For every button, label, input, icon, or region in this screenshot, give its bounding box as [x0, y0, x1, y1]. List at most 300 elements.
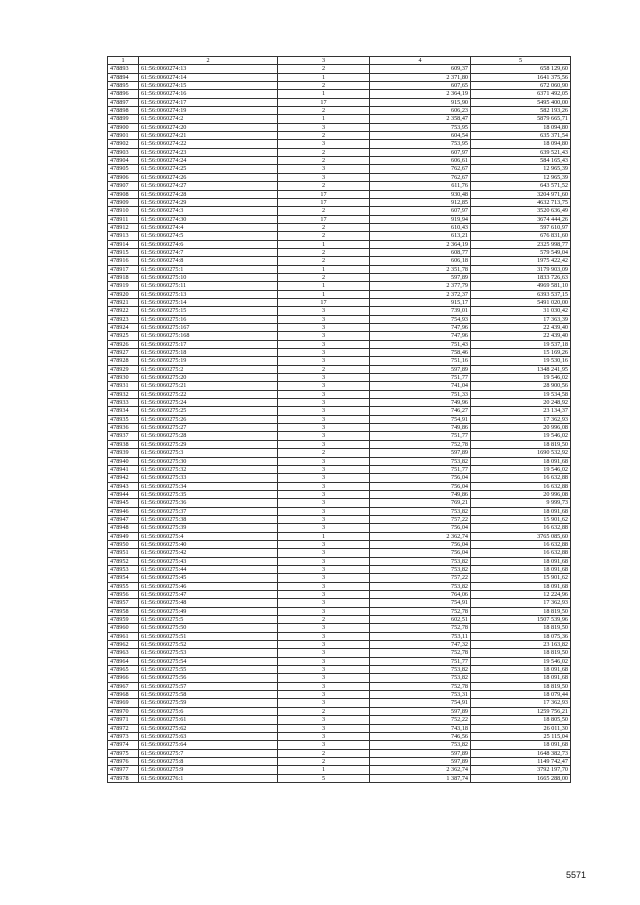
table-cell: 478958: [108, 607, 139, 615]
table-row: [108, 232, 571, 240]
table-row: [108, 432, 571, 440]
table-cell: 478909: [108, 198, 139, 206]
table-cell: 3: [278, 591, 370, 599]
table-cell: 478922: [108, 307, 139, 315]
table-cell: 478941: [108, 465, 139, 473]
table-cell: 1665 288,00: [471, 774, 571, 782]
table-cell: 478966: [108, 674, 139, 682]
table-cell: 478903: [108, 148, 139, 156]
table-cell: 478940: [108, 457, 139, 465]
table-cell: 18 819,50: [471, 682, 571, 690]
table-cell: 61:56:0060275:38: [139, 515, 278, 523]
column-header-3: 3: [278, 57, 370, 65]
table-cell: 61:56:0060275:3: [139, 449, 278, 457]
table-row: [108, 324, 571, 332]
table-row: [108, 549, 571, 557]
table-cell: 753,82: [370, 666, 471, 674]
table-cell: 478919: [108, 282, 139, 290]
table-cell: 61:56:0060274:7: [139, 248, 278, 256]
table-cell: 61:56:0060274:28: [139, 190, 278, 198]
table-cell: 61:56:0060275:168: [139, 332, 278, 340]
table-cell: 61:56:0060274:15: [139, 82, 278, 90]
table-cell: 478978: [108, 774, 139, 782]
table-cell: 61:56:0060275:19: [139, 357, 278, 365]
table-cell: 478917: [108, 265, 139, 273]
table-cell: 758,46: [370, 349, 471, 357]
table-cell: 478942: [108, 474, 139, 482]
table-cell: 3: [278, 399, 370, 407]
table-cell: 3: [278, 741, 370, 749]
table-cell: 478894: [108, 73, 139, 81]
table-cell: 18 094,80: [471, 123, 571, 131]
table-cell: 23 134,37: [471, 407, 571, 415]
table-cell: 478908: [108, 190, 139, 198]
table-cell: 751,77: [370, 657, 471, 665]
table-row: [108, 682, 571, 690]
table-row: [108, 257, 571, 265]
table-cell: 2: [278, 749, 370, 757]
table-cell: 607,65: [370, 82, 471, 90]
table-row: [108, 507, 571, 515]
table-row: [108, 190, 571, 198]
table-cell: 741,04: [370, 382, 471, 390]
table-cell: 20 996,08: [471, 424, 571, 432]
table-row: [108, 691, 571, 699]
table-cell: 478920: [108, 290, 139, 298]
table-cell: 19 546,02: [471, 465, 571, 473]
table-cell: 2: [278, 65, 370, 73]
page-number: 5571: [566, 870, 587, 880]
table-cell: 61:56:0060274:8: [139, 257, 278, 265]
table-row: [108, 540, 571, 548]
table-row: [108, 641, 571, 649]
table-cell: 2: [278, 616, 370, 624]
table-row: [108, 240, 571, 248]
table-cell: 749,96: [370, 399, 471, 407]
column-header-2: 2: [139, 57, 278, 65]
table-cell: 61:56:0060274:13: [139, 65, 278, 73]
table-cell: 478963: [108, 649, 139, 657]
table-cell: 478973: [108, 732, 139, 740]
table-cell: 3: [278, 641, 370, 649]
table-cell: 2 351,78: [370, 265, 471, 273]
table-cell: 756,04: [370, 474, 471, 482]
table-cell: 3: [278, 565, 370, 573]
table-row: [108, 332, 571, 340]
table-row: [108, 632, 571, 640]
table-cell: 478949: [108, 532, 139, 540]
table-row: [108, 390, 571, 398]
table-cell: 3: [278, 415, 370, 423]
table-cell: 912,85: [370, 198, 471, 206]
table-cell: 2: [278, 273, 370, 281]
table-cell: 61:56:0060275:57: [139, 682, 278, 690]
table-cell: 584 165,43: [471, 157, 571, 165]
table-cell: 19 546,02: [471, 657, 571, 665]
table-cell: 478918: [108, 273, 139, 281]
table-cell: 478965: [108, 666, 139, 674]
table-cell: 4969 581,10: [471, 282, 571, 290]
table-cell: 61:56:0060275:21: [139, 382, 278, 390]
table-cell: 609,37: [370, 65, 471, 73]
table-cell: 3: [278, 332, 370, 340]
table-cell: 61:56:0060275:29: [139, 440, 278, 448]
table-row: [108, 532, 571, 540]
table-cell: 739,01: [370, 307, 471, 315]
table-cell: 3: [278, 624, 370, 632]
table-row: [108, 616, 571, 624]
table-cell: 17: [278, 298, 370, 306]
table-cell: 478938: [108, 440, 139, 448]
table-cell: 1975 422,42: [471, 257, 571, 265]
table-cell: 61:56:0060275:64: [139, 741, 278, 749]
table-cell: 606,23: [370, 107, 471, 115]
table-cell: 3: [278, 474, 370, 482]
table-cell: 753,95: [370, 140, 471, 148]
table-cell: 31 030,42: [471, 307, 571, 315]
table-cell: 61:56:0060274:26: [139, 173, 278, 181]
table-cell: 478900: [108, 123, 139, 131]
table-row: [108, 599, 571, 607]
table-cell: 61:56:0060275:1: [139, 265, 278, 273]
table-cell: 3: [278, 582, 370, 590]
table-cell: 757,22: [370, 515, 471, 523]
table-cell: 752,78: [370, 607, 471, 615]
table-cell: 61:56:0060275:43: [139, 557, 278, 565]
table-cell: 2: [278, 157, 370, 165]
table-row: [108, 457, 571, 465]
table-cell: 61:56:0060275:56: [139, 674, 278, 682]
table-row: [108, 65, 571, 73]
table-cell: 61:56:0060275:34: [139, 482, 278, 490]
table-cell: 19 534,58: [471, 390, 571, 398]
table-cell: 3: [278, 382, 370, 390]
table-cell: 602,51: [370, 616, 471, 624]
table-cell: 478930: [108, 374, 139, 382]
table-cell: 478956: [108, 591, 139, 599]
table-cell: 61:56:0060274:25: [139, 165, 278, 173]
table-cell: 608,77: [370, 248, 471, 256]
table-cell: 478971: [108, 716, 139, 724]
table-cell: 478976: [108, 757, 139, 765]
table-cell: 3: [278, 699, 370, 707]
table-cell: 61:56:0060275:62: [139, 724, 278, 732]
table-cell: 3: [278, 549, 370, 557]
table-cell: 749,86: [370, 490, 471, 498]
table-cell: 61:56:0060275:32: [139, 465, 278, 473]
table-cell: 753,31: [370, 691, 471, 699]
table-cell: 61:56:0060275:58: [139, 691, 278, 699]
table-row: [108, 449, 571, 457]
table-cell: 61:56:0060274:16: [139, 90, 278, 98]
table-cell: 61:56:0060275:14: [139, 298, 278, 306]
table-cell: 597,89: [370, 749, 471, 757]
table-cell: 751,77: [370, 432, 471, 440]
table-cell: 757,22: [370, 574, 471, 582]
table-cell: 15 169,26: [471, 349, 571, 357]
table-cell: 61:56:0060275:15: [139, 307, 278, 315]
table-cell: 61:56:0060274:20: [139, 123, 278, 131]
table-cell: 478896: [108, 90, 139, 98]
table-cell: 2: [278, 82, 370, 90]
table-cell: 18 091,68: [471, 674, 571, 682]
table-cell: 2: [278, 757, 370, 765]
table-cell: 1641 375,56: [471, 73, 571, 81]
table-cell: 915,17: [370, 298, 471, 306]
table-row: [108, 465, 571, 473]
table-cell: 61:56:0060274:4: [139, 223, 278, 231]
table-cell: 61:56:0060275:2: [139, 365, 278, 373]
table-cell: 3: [278, 632, 370, 640]
table-cell: 478964: [108, 657, 139, 665]
table-cell: 478947: [108, 515, 139, 523]
table-cell: 3765 085,60: [471, 532, 571, 540]
table-cell: 61:56:0060275:35: [139, 490, 278, 498]
table-cell: 16 632,88: [471, 549, 571, 557]
table-cell: 3: [278, 357, 370, 365]
table-row: [108, 624, 571, 632]
table-cell: 478972: [108, 724, 139, 732]
table-cell: 478962: [108, 641, 139, 649]
table-cell: 478945: [108, 499, 139, 507]
table-row: [108, 98, 571, 106]
table-cell: 12 965,39: [471, 165, 571, 173]
table-cell: 3: [278, 599, 370, 607]
table-cell: 753,11: [370, 632, 471, 640]
table-row: [108, 349, 571, 357]
table-cell: 478925: [108, 332, 139, 340]
table-row: [108, 490, 571, 498]
table-cell: 754,91: [370, 699, 471, 707]
table-cell: 676 831,60: [471, 232, 571, 240]
table-cell: 2 377,79: [370, 282, 471, 290]
table-cell: 753,82: [370, 507, 471, 515]
table-cell: 18 094,80: [471, 140, 571, 148]
table-cell: 18 075,36: [471, 632, 571, 640]
table-cell: 752,22: [370, 716, 471, 724]
table-cell: 478961: [108, 632, 139, 640]
table-cell: 2 364,19: [370, 240, 471, 248]
table-cell: 478974: [108, 741, 139, 749]
table-row: [108, 741, 571, 749]
table-cell: 1: [278, 265, 370, 273]
table-row: [108, 524, 571, 532]
table-cell: 478967: [108, 682, 139, 690]
table-row: [108, 157, 571, 165]
table-cell: 478944: [108, 490, 139, 498]
table-cell: 754,91: [370, 415, 471, 423]
table-cell: 2 358,47: [370, 115, 471, 123]
table-row: [108, 724, 571, 732]
table-cell: 6371 492,05: [471, 90, 571, 98]
table-cell: 3: [278, 674, 370, 682]
table-cell: 3: [278, 349, 370, 357]
table-cell: 20 248,92: [471, 399, 571, 407]
table-cell: 478934: [108, 407, 139, 415]
table-cell: 751,77: [370, 374, 471, 382]
table-cell: 61:56:0060274:14: [139, 73, 278, 81]
table-row: [108, 365, 571, 373]
table-cell: 754,93: [370, 315, 471, 323]
table-cell: 18 091,68: [471, 565, 571, 573]
table-cell: 18 819,50: [471, 440, 571, 448]
table-cell: 756,04: [370, 524, 471, 532]
table-cell: 12 965,39: [471, 173, 571, 181]
table-cell: 478923: [108, 315, 139, 323]
table-cell: 478970: [108, 707, 139, 715]
table-cell: 4632 713,75: [471, 198, 571, 206]
table-cell: 478901: [108, 132, 139, 140]
table-cell: 613,21: [370, 232, 471, 240]
table-cell: 3: [278, 307, 370, 315]
table-row: [108, 215, 571, 223]
table-cell: 1: [278, 282, 370, 290]
table-cell: 18 819,50: [471, 624, 571, 632]
table-cell: 762,67: [370, 165, 471, 173]
table-row: [108, 132, 571, 140]
table-cell: 3: [278, 165, 370, 173]
table-cell: 19 537,18: [471, 340, 571, 348]
table-cell: 61:56:0060274:2: [139, 115, 278, 123]
table-cell: 3: [278, 173, 370, 181]
table-cell: 478916: [108, 257, 139, 265]
column-header-4: 4: [370, 57, 471, 65]
table-cell: 3: [278, 315, 370, 323]
table-row: [108, 657, 571, 665]
table-row: [108, 123, 571, 131]
table-row: [108, 424, 571, 432]
table-row: [108, 766, 571, 774]
table-row: [108, 749, 571, 757]
table-cell: 2 364,19: [370, 90, 471, 98]
table-cell: 61:56:0060275:22: [139, 390, 278, 398]
table-cell: 61:56:0060275:42: [139, 549, 278, 557]
table-cell: 604,54: [370, 132, 471, 140]
table-cell: 61:56:0060275:61: [139, 716, 278, 724]
table-cell: 61:56:0060275:13: [139, 290, 278, 298]
table-cell: 61:56:0060275:50: [139, 624, 278, 632]
table-cell: 478977: [108, 766, 139, 774]
table-cell: 3: [278, 390, 370, 398]
table-cell: 18 091,68: [471, 582, 571, 590]
table-row: [108, 298, 571, 306]
table-cell: 61:56:0060275:5: [139, 616, 278, 624]
table-cell: 478946: [108, 507, 139, 515]
table-cell: 61:56:0060274:29: [139, 198, 278, 206]
table-cell: 658 129,60: [471, 65, 571, 73]
table-cell: 18 805,50: [471, 716, 571, 724]
table-cell: 61:56:0060275:53: [139, 649, 278, 657]
table-cell: 22 439,40: [471, 324, 571, 332]
table-cell: 2: [278, 365, 370, 373]
table-row: [108, 148, 571, 156]
table-cell: 3: [278, 574, 370, 582]
table-cell: 606,61: [370, 157, 471, 165]
table-cell: 3: [278, 507, 370, 515]
table-row: [108, 115, 571, 123]
table-cell: 597 610,97: [471, 223, 571, 231]
table-cell: 478950: [108, 540, 139, 548]
table-cell: 15 901,62: [471, 574, 571, 582]
table-cell: 61:56:0060274:3: [139, 207, 278, 215]
table-cell: 478931: [108, 382, 139, 390]
table-row: [108, 732, 571, 740]
table-cell: 3204 971,60: [471, 190, 571, 198]
table-cell: 915,90: [370, 98, 471, 106]
table-cell: 1348 241,95: [471, 365, 571, 373]
table-cell: 61:56:0060274:17: [139, 98, 278, 106]
table-cell: 607,97: [370, 148, 471, 156]
table-cell: 3: [278, 724, 370, 732]
table-cell: 478897: [108, 98, 139, 106]
table-cell: 61:56:0060275:59: [139, 699, 278, 707]
table-cell: 754,91: [370, 599, 471, 607]
table-cell: 478953: [108, 565, 139, 573]
table-cell: 61:56:0060275:167: [139, 324, 278, 332]
table-cell: 753,82: [370, 674, 471, 682]
table-cell: 751,33: [370, 390, 471, 398]
table-cell: 643 571,52: [471, 182, 571, 190]
table-cell: 478929: [108, 365, 139, 373]
table-cell: 751,77: [370, 465, 471, 473]
column-header-5: 5: [471, 57, 571, 65]
table-cell: 61:56:0060275:24: [139, 399, 278, 407]
table-cell: 61:56:0060275:36: [139, 499, 278, 507]
table-cell: 3: [278, 440, 370, 448]
table-cell: 1690 532,92: [471, 449, 571, 457]
table-cell: 18 819,50: [471, 649, 571, 657]
table-cell: 2: [278, 182, 370, 190]
table-cell: 1: [278, 73, 370, 81]
table-cell: 3: [278, 524, 370, 532]
table-cell: 756,04: [370, 482, 471, 490]
table-cell: 478914: [108, 240, 139, 248]
table-cell: 3: [278, 666, 370, 674]
table-row: [108, 482, 571, 490]
table-cell: 478969: [108, 699, 139, 707]
table-cell: 1 387,74: [370, 774, 471, 782]
table-cell: 61:56:0060275:33: [139, 474, 278, 482]
table-cell: 23 163,82: [471, 641, 571, 649]
table-cell: 478959: [108, 616, 139, 624]
table-cell: 19 546,02: [471, 374, 571, 382]
data-table-container: [107, 56, 570, 783]
table-cell: 751,16: [370, 357, 471, 365]
table-cell: 930,48: [370, 190, 471, 198]
table-cell: 478902: [108, 140, 139, 148]
table-row: [108, 707, 571, 715]
table-row: [108, 248, 571, 256]
data-table: [107, 56, 571, 783]
table-cell: 746,27: [370, 407, 471, 415]
table-cell: 3: [278, 691, 370, 699]
table-cell: 753,82: [370, 741, 471, 749]
table-cell: 61:56:0060275:20: [139, 374, 278, 382]
table-cell: 3: [278, 140, 370, 148]
table-row: [108, 107, 571, 115]
table-cell: 1: [278, 290, 370, 298]
table-cell: 2: [278, 132, 370, 140]
table-cell: 478905: [108, 165, 139, 173]
table-cell: 61:56:0060275:11: [139, 282, 278, 290]
table-cell: 743,18: [370, 724, 471, 732]
table-cell: 61:56:0060275:4: [139, 532, 278, 540]
table-row: [108, 666, 571, 674]
table-cell: 3: [278, 515, 370, 523]
table-cell: 18 091,68: [471, 507, 571, 515]
table-cell: 478926: [108, 340, 139, 348]
table-row: [108, 757, 571, 765]
